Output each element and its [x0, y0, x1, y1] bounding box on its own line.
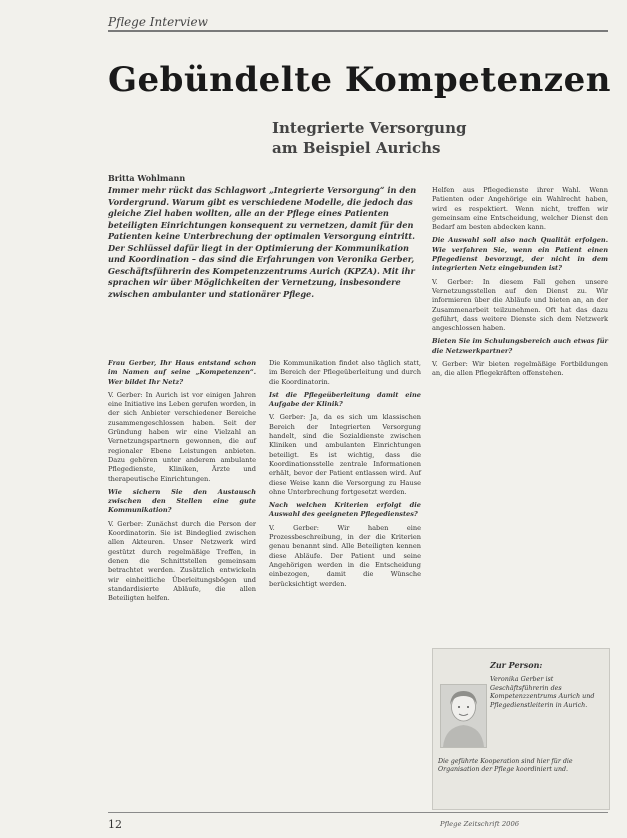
subtitle-line-2: am Beispiel Aurichs	[272, 139, 441, 157]
interview-answer: V. Gerber: In Aurich ist vor einigen Jahren eine Initiative ins Leben gerufen worden, in der sich Anbieter verschiedener Bereiche zusammengeschlossen haben. Seit der Gründung haben wir eine Vielzahl an Vernetzungspartnern gewonnen, die auf regionaler Ebene Leistungen anbieten. Dazu gehören unter anderem ambulante Pflegedienste, Kliniken, Ärzte und therapeutische Einrichtungen.	[108, 390, 256, 483]
author-name: Britta Wohlmann	[108, 173, 186, 183]
article-title: Gebündelte Kompetenzen	[108, 60, 611, 100]
article-subtitle	[272, 118, 466, 158]
interview-question: Bieten Sie im Schulungsbereich auch etwas für die Netzwerkpartner?	[432, 337, 608, 355]
interview-question: Ist die Pflegeüberleitung damit eine Aufgabe der Klinik?	[269, 390, 421, 409]
interview-answer: Die Kommunikation findet also täglich statt, im Bereich der Pflegeüberleitung und durch die Koordinatorin.	[269, 359, 421, 386]
interview-question: Frau Gerber, Ihr Haus entstand schon im Namen auf seine „Kompetenzen“. Wer bildet Ihr Netz?	[108, 359, 256, 386]
column-1	[108, 359, 256, 607]
header-rule	[108, 30, 608, 32]
journal-footer: Pflege Zeitschrift 2006	[440, 820, 520, 828]
interview-question: Wie sichern Sie den Austausch zwischen den Stellen eine gute Kommunikation?	[108, 487, 256, 515]
interview-answer: V. Gerber: Wir bieten regelmäßige Fortbildungen an, die allen Pflegekräften offenstehen.	[432, 360, 608, 378]
interview-answer: Helfen aus Pflegedienste ihrer Wahl. Wenn Patienten oder Angehörige ein Wahlrecht haben, wird es respektiert. Wenn nicht, treffen wir gemeinsam eine Entscheidung, welcher Dienst den Bedarf am besten abdecken kann.	[432, 186, 608, 232]
portrait-image	[441, 685, 486, 747]
footer-rule	[108, 812, 608, 813]
profile-text: Veronika Gerber ist Geschäftsführerin des Kompetenzzentrums Aurich und Pflegedienstleiterin in Aurich.	[490, 675, 595, 709]
interview-answer: V. Gerber: Wir haben eine Prozessbeschreibung, in der die Kriterien genau benannt sind. Alle Beteiligten kennen diese Abläufe. Der Patient und seine Angehörigen werden in die Entscheidung einbezogen, damit die Wünsche berücksichtigt werden.	[269, 523, 421, 588]
portrait-photo	[440, 684, 487, 748]
lead-paragraph: Immer mehr rückt das Schlagwort „Integrierte Versorgung“ in den Vordergrund. Warum gibt es verschiedene Modelle, die jedoch das gleiche Ziel haben wollten, alle an der Pflege eines Patienten beteiligten Einrichtungen konsequent zu vernetzen, damit für den Patienten keine Unterbrechung der optimalen Versorgung eintritt. Der Schlüssel dafür liegt in der Optimierung der Kommunikation und Koordination – das sind die Erfahrungen von Veronika Gerber, Geschäftsführerin des Kompetenzzentrums Aurich (KPZA). Mit ihr sprachen wir über Möglichkeiten der Vernetzung, insbesondere zwischen ambulanter und stationärer Pflege.	[108, 185, 417, 299]
interview-question: Die Auswahl soll also nach Qualität erfolgen. Wie verfahren Sie, wenn ein Patient einen Pflegedienst bevorzugt, der nicht in dem integrierten Netz eingebunden ist?	[432, 236, 608, 273]
column-3	[432, 186, 608, 383]
photo-caption: Die geführte Kooperation sind hier für die Organisation der Pflege koordiniert und.	[438, 758, 573, 774]
interview-answer: V. Gerber: Zunächst durch die Person der Koordinatorin. Sie ist Bindeglied zwischen allen Akteuren. Unser Netzwerk wird gestützt durch regelmäßige Treffen, in denen die Schnittstellen gemeinsam betrachtet werden. Zusätzlich entwickeln wir einheitliche Überleitungsbögen und standardisierte Abläufe, die allen Beteiligten helfen.	[108, 519, 256, 603]
interview-answer: V. Gerber: Ja, da es sich um klassischen Bereich der Integrierten Versorgung handelt, sind die Sozialdienste zwischen Kliniken und ambulanten Einrichtungen beteiligt. Es ist wichtig, dass die Koordinationsstelle zentrale Informationen erhält, bevor der Patient entlassen wird. Auf diese Weise kann die Versorgung zu Hause ohne Unterbrechung fortgesetzt werden.	[269, 413, 421, 496]
interview-answer: V. Gerber: In diesem Fall gehen unsere Vernetzungsstellen auf den Dienst zu. Wir informieren über die Abläufe und bieten an, an der Zusammenarbeit teilzunehmen. Oft hat das dazu geführt, dass weitere Dienste sich dem Netzwerk angeschlossen haben.	[432, 277, 608, 333]
section-tag: Pflege Interview	[108, 15, 208, 29]
interview-question: Nach welchen Kriterien erfolgt die Auswahl des geeigneten Pflegedienstes?	[269, 501, 421, 519]
profile-heading: Zur Person:	[490, 660, 543, 670]
subtitle-line-1: Integrierte Versorgung	[272, 119, 467, 137]
page-number: 12	[108, 818, 122, 831]
column-2	[269, 359, 421, 593]
